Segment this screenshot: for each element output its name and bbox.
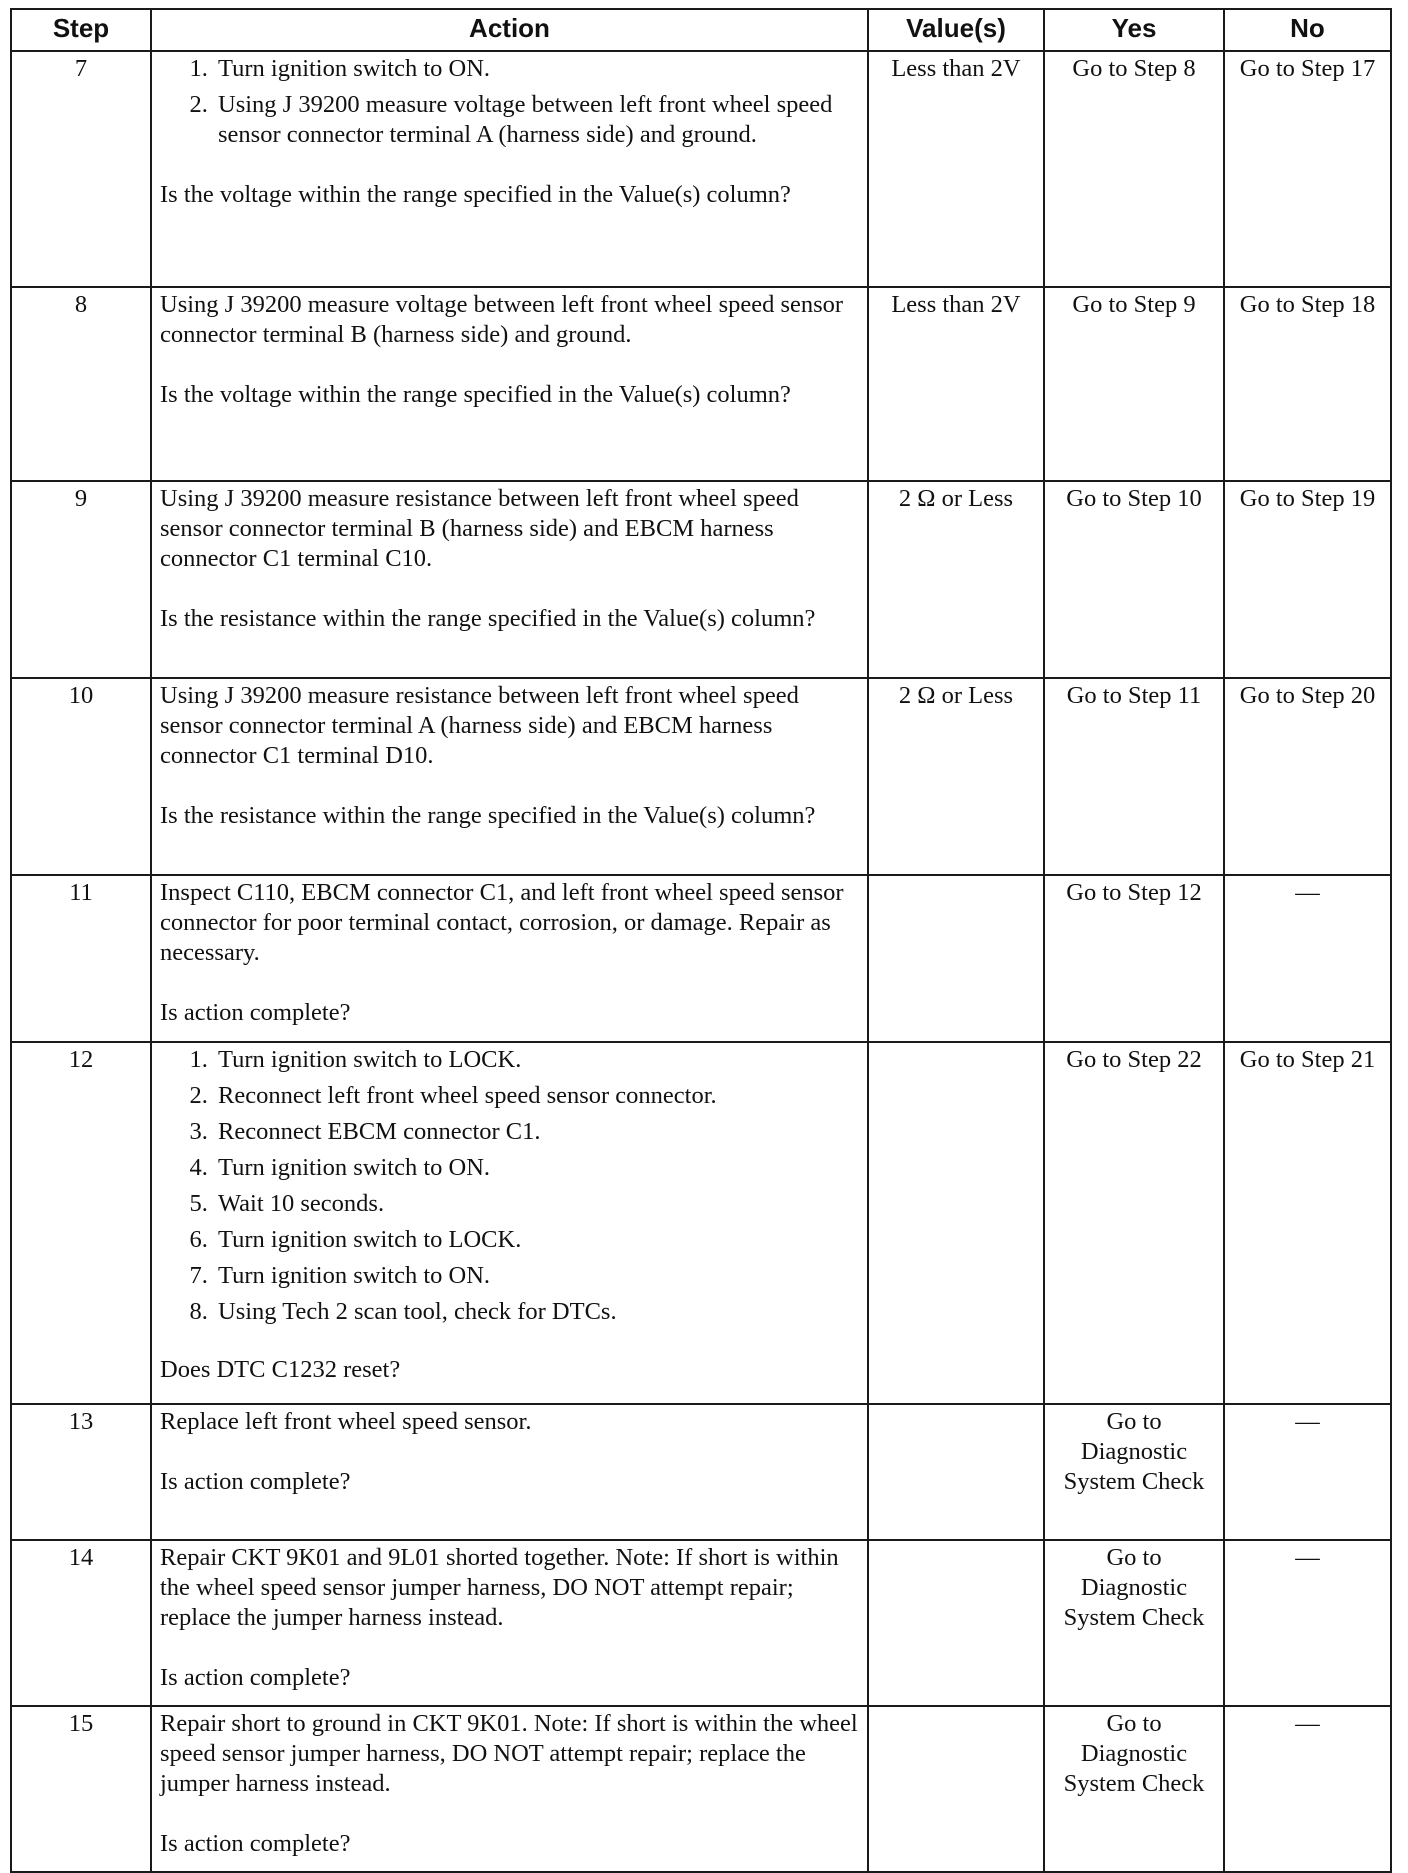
- action-text: Using J 39200 measure resistance between left front wheel speed sensor connector terminal B (harness side) and EBCM harness connector C1 terminal C10.: [160, 485, 799, 572]
- yes-cell: Go to Step 8: [1044, 51, 1224, 287]
- no-cell: —: [1224, 1540, 1391, 1706]
- value-cell: [868, 1042, 1044, 1404]
- yes-cell: Go to Diagnostic System Check: [1044, 1540, 1224, 1706]
- header-step: Step: [11, 9, 151, 51]
- no-cell: —: [1224, 1706, 1391, 1872]
- value-cell: [868, 875, 1044, 1042]
- action-step-item: 3. Reconnect EBCM connector C1.: [214, 1117, 859, 1147]
- table-row-step-8: [11, 287, 1391, 481]
- action-step-item: 7. Turn ignition switch to ON.: [214, 1261, 859, 1291]
- table-row-step-10: [11, 678, 1391, 875]
- action-text: Repair CKT 9K01 and 9L01 shorted together. Note: If short is within the wheel speed sensor jumper harness, DO NOT attempt repair; replace the jumper harness instead.: [160, 1544, 839, 1631]
- action-question: Is the resistance within the range specified in the Value(s) column?: [160, 605, 816, 632]
- value-cell: 2 Ω or Less: [868, 678, 1044, 875]
- action-cell: [151, 1540, 868, 1706]
- action-steps-list: [160, 1045, 859, 1327]
- step-number: 9: [11, 481, 151, 678]
- no-cell: Go to Step 21: [1224, 1042, 1391, 1404]
- table-row-step-15: [11, 1706, 1391, 1872]
- table-row-step-12: [11, 1042, 1391, 1404]
- table-row-step-7: [11, 51, 1391, 287]
- value-cell: Less than 2V: [868, 287, 1044, 481]
- action-cell: [151, 1706, 868, 1872]
- step-number: 13: [11, 1404, 151, 1540]
- yes-cell: Go to Step 22: [1044, 1042, 1224, 1404]
- action-question: Is action complete?: [160, 1664, 351, 1691]
- table-row-step-11: [11, 875, 1391, 1042]
- action-question: Does DTC C1232 reset?: [160, 1356, 401, 1383]
- action-step-item: 1. Turn ignition switch to ON.: [214, 54, 859, 84]
- action-question: Is action complete?: [160, 1830, 351, 1857]
- step-number: 14: [11, 1540, 151, 1706]
- yes-cell: Go to Step 9: [1044, 287, 1224, 481]
- action-text: Inspect C110, EBCM connector C1, and left front wheel speed sensor connector for poor terminal contact, corrosion, or damage. Repair as necessary.: [160, 879, 844, 966]
- header-action: Action: [151, 9, 868, 51]
- action-text: Using J 39200 measure voltage between left front wheel speed sensor connector terminal B (harness side) and ground.: [160, 291, 844, 348]
- no-cell: Go to Step 17: [1224, 51, 1391, 287]
- value-cell: Less than 2V: [868, 51, 1044, 287]
- action-step-item: 2. Reconnect left front wheel speed sensor connector.: [214, 1081, 859, 1111]
- action-text: Using J 39200 measure resistance between left front wheel speed sensor connector terminal A (harness side) and EBCM harness connector C1 terminal D10.: [160, 682, 799, 769]
- action-cell: [151, 51, 868, 287]
- action-cell: [151, 287, 868, 481]
- value-cell: [868, 1540, 1044, 1706]
- action-step-item: 4. Turn ignition switch to ON.: [214, 1153, 859, 1183]
- no-cell: —: [1224, 875, 1391, 1042]
- diagnostic-table: [10, 8, 1392, 1873]
- action-text: Repair short to ground in CKT 9K01. Note: If short is within the wheel speed sensor jumper harness, DO NOT attempt repair; replace the jumper harness instead.: [160, 1710, 858, 1797]
- yes-cell: Go to Diagnostic System Check: [1044, 1404, 1224, 1540]
- no-cell: Go to Step 18: [1224, 287, 1391, 481]
- action-step-item: 1. Turn ignition switch to LOCK.: [214, 1045, 859, 1075]
- action-step-item: 8. Using Tech 2 scan tool, check for DTCs.: [214, 1297, 859, 1327]
- header-row: [11, 9, 1391, 51]
- header-yes: Yes: [1044, 9, 1224, 51]
- yes-cell: Go to Step 12: [1044, 875, 1224, 1042]
- action-cell: [151, 678, 868, 875]
- no-cell: —: [1224, 1404, 1391, 1540]
- table-row-step-13: [11, 1404, 1391, 1540]
- table-row-step-9: [11, 481, 1391, 678]
- step-number: 11: [11, 875, 151, 1042]
- action-cell: [151, 1404, 868, 1540]
- action-question: Is the resistance within the range specified in the Value(s) column?: [160, 802, 816, 829]
- header-values: Value(s): [868, 9, 1044, 51]
- value-cell: [868, 1404, 1044, 1540]
- action-step-item: 2. Using J 39200 measure voltage between left front wheel speed sensor connector terminal A (harness side) and ground.: [214, 90, 859, 150]
- step-number: 10: [11, 678, 151, 875]
- no-cell: Go to Step 20: [1224, 678, 1391, 875]
- step-number: 8: [11, 287, 151, 481]
- action-step-item: 5. Wait 10 seconds.: [214, 1189, 859, 1219]
- value-cell: [868, 1706, 1044, 1872]
- table-row-step-14: [11, 1540, 1391, 1706]
- action-steps-list: [160, 54, 859, 150]
- yes-cell: Go to Step 11: [1044, 678, 1224, 875]
- step-number: 12: [11, 1042, 151, 1404]
- step-number: 7: [11, 51, 151, 287]
- action-text: Replace left front wheel speed sensor.: [160, 1408, 532, 1435]
- action-cell: [151, 481, 868, 678]
- action-question: Is action complete?: [160, 1468, 351, 1495]
- action-cell: [151, 875, 868, 1042]
- yes-cell: Go to Diagnostic System Check: [1044, 1706, 1224, 1872]
- header-no: No: [1224, 9, 1391, 51]
- action-step-item: 6. Turn ignition switch to LOCK.: [214, 1225, 859, 1255]
- action-question: Is the voltage within the range specified in the Value(s) column?: [160, 381, 791, 408]
- step-number: 15: [11, 1706, 151, 1872]
- action-question: Is the voltage within the range specified in the Value(s) column?: [160, 181, 791, 208]
- action-question: Is action complete?: [160, 999, 351, 1026]
- action-cell: [151, 1042, 868, 1404]
- value-cell: 2 Ω or Less: [868, 481, 1044, 678]
- no-cell: Go to Step 19: [1224, 481, 1391, 678]
- yes-cell: Go to Step 10: [1044, 481, 1224, 678]
